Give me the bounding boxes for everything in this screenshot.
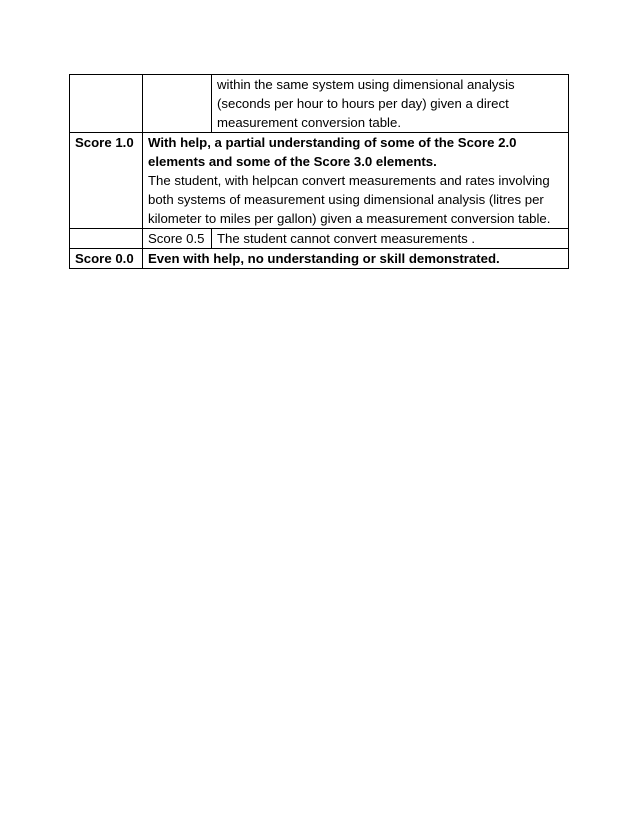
- score-0-5-row: [70, 229, 569, 249]
- score-1-0-label: Score 1.0: [70, 133, 143, 229]
- score-0-5-label: Score 0.5: [143, 229, 212, 249]
- score-0-0-label: Score 0.0: [70, 249, 143, 269]
- score-1-0-description: The student, with helpcan convert measurements and rates involving both systems of measurement using dimensional analysis (litres per kilometer to miles per gallon) given a measurement conversion table.: [148, 173, 551, 226]
- scoring-rubric-table: [69, 74, 569, 269]
- empty-label-cell: [70, 75, 143, 133]
- empty-score-cell: [143, 75, 212, 133]
- score-0-5-description: The student cannot convert measurements .: [212, 229, 569, 249]
- continuation-row: [70, 75, 569, 133]
- score-1-0-heading: With help, a partial understanding of some of the Score 2.0 elements and some of the Score 3.0 elements.: [148, 135, 517, 169]
- score-0-0-description: Even with help, no understanding or skill demonstrated.: [143, 249, 569, 269]
- empty-label-cell: [70, 229, 143, 249]
- continuation-text: within the same system using dimensional analysis (seconds per hour to hours per day) given a direct measurement conversion table.: [212, 75, 569, 133]
- score-0-0-row: [70, 249, 569, 269]
- score-1-0-content: [143, 133, 569, 229]
- score-1-0-row: [70, 133, 569, 229]
